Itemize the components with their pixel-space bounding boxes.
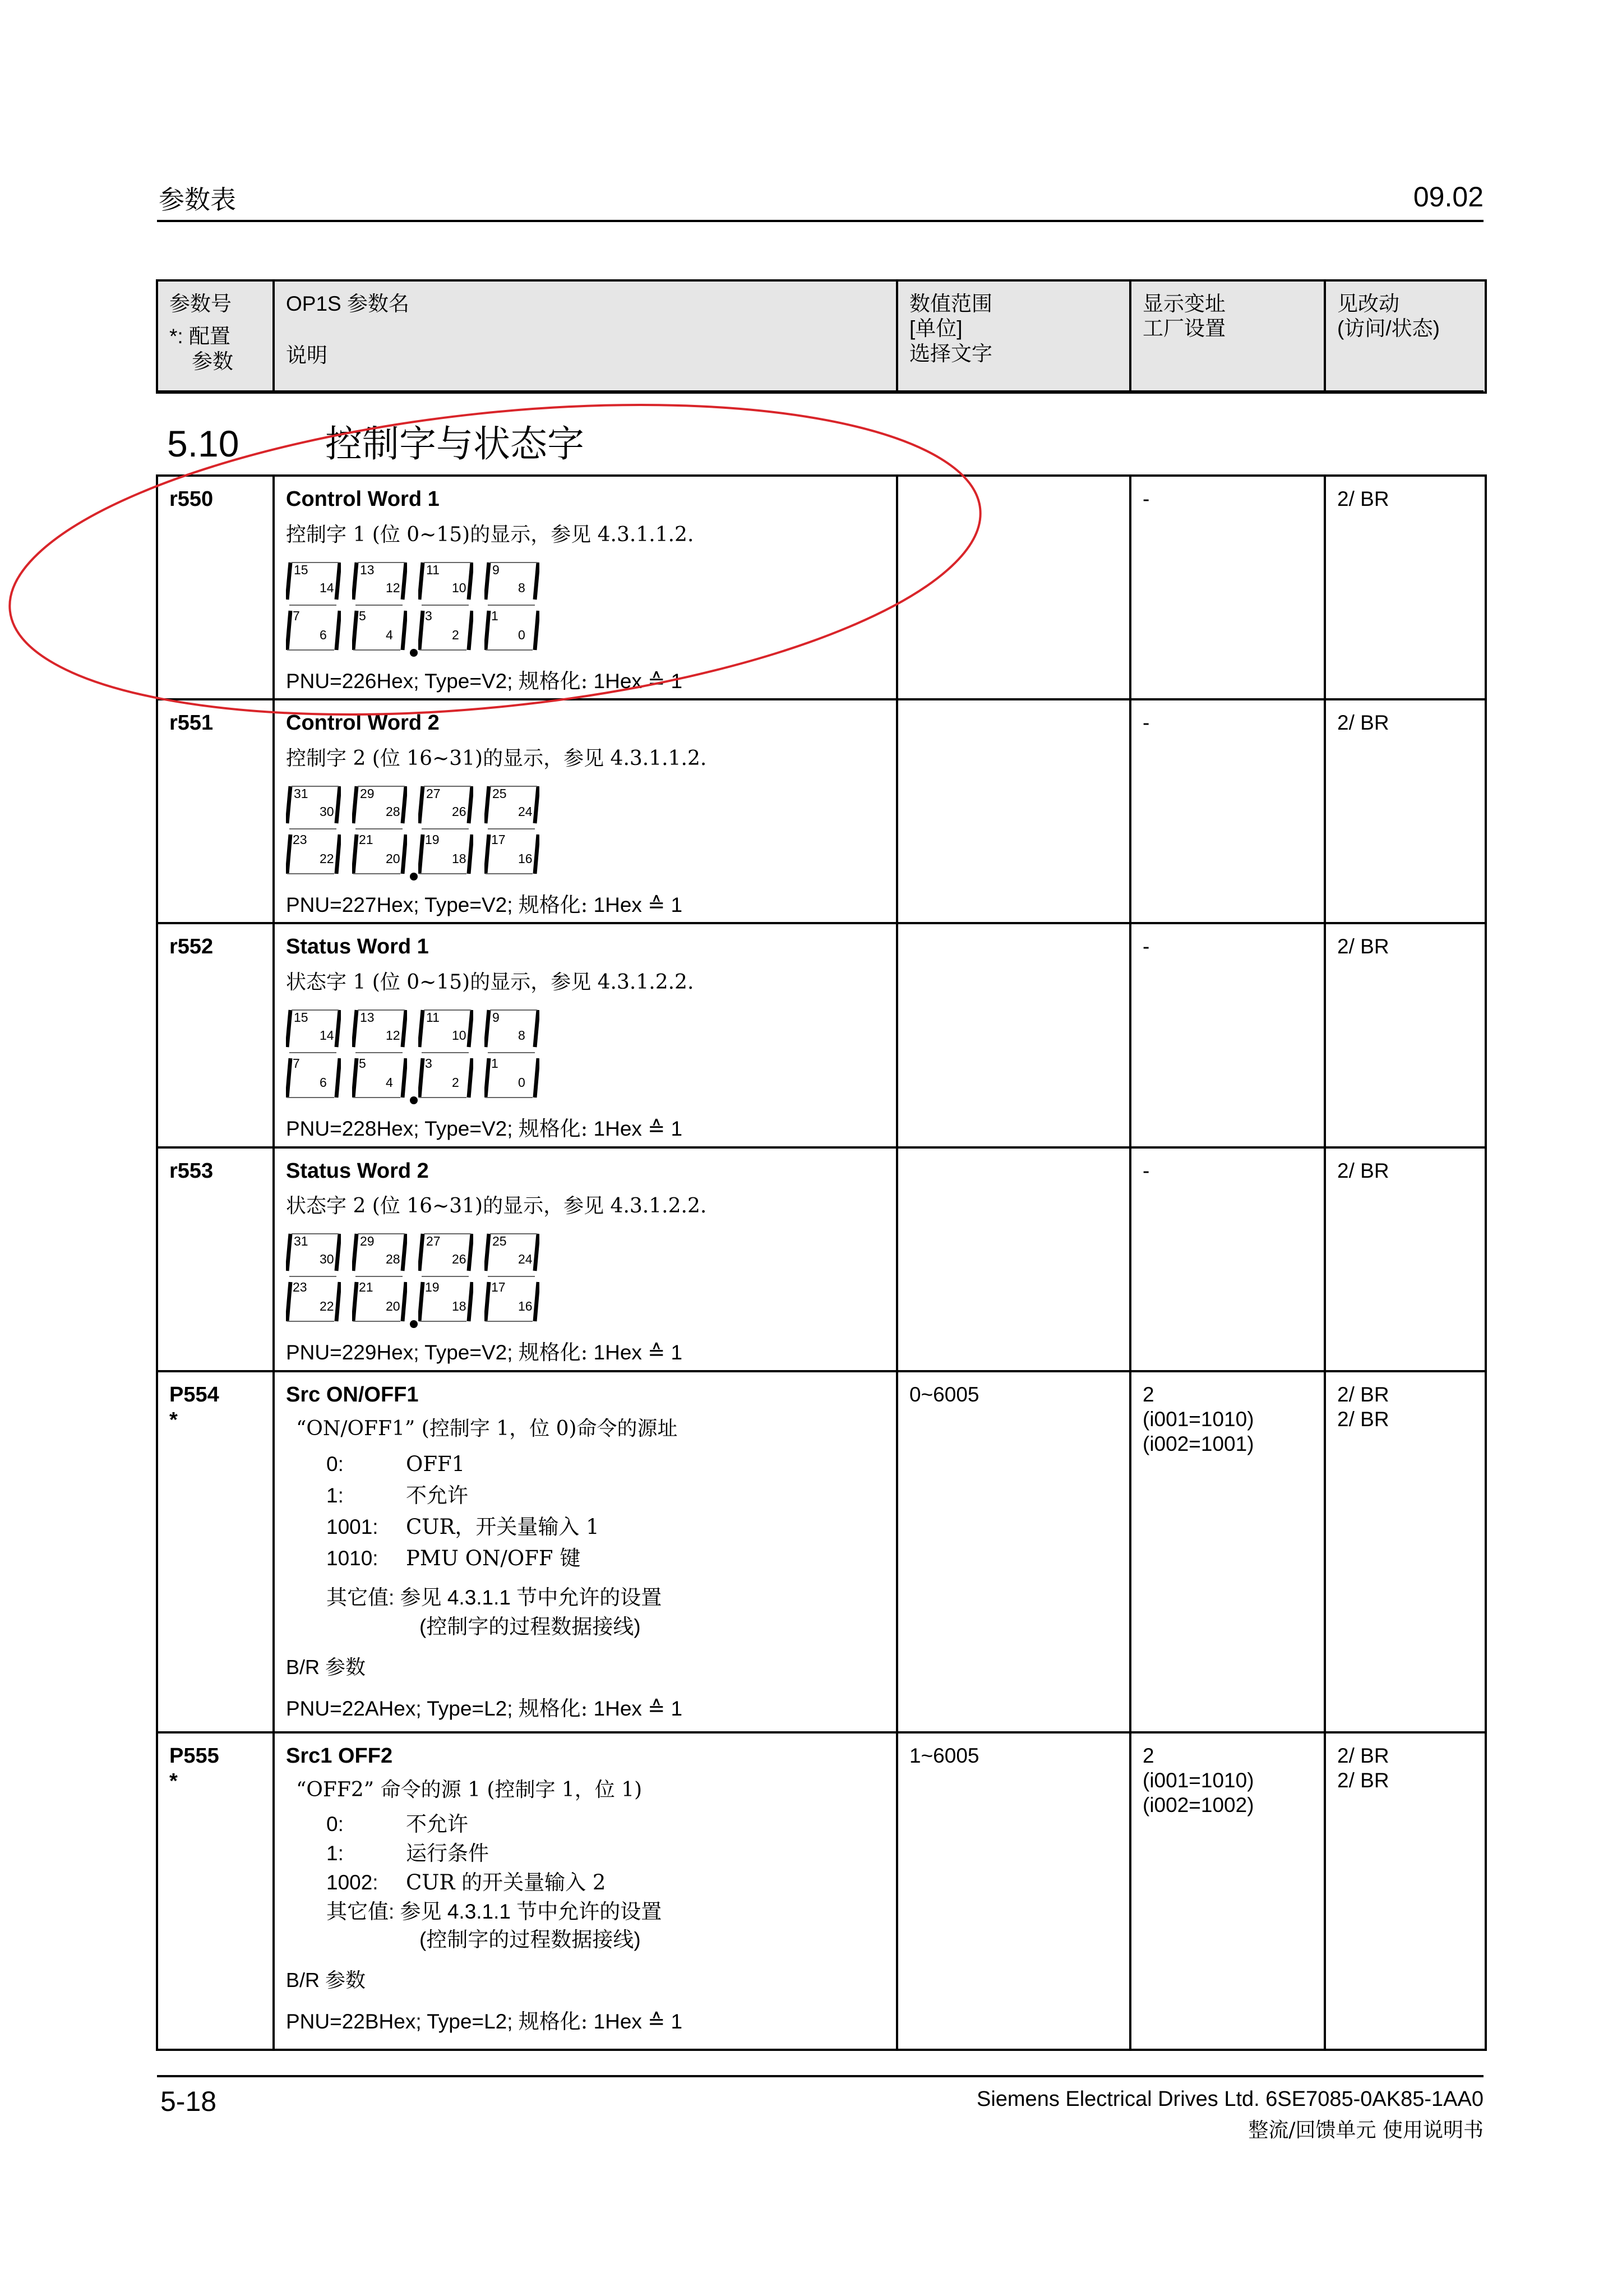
bit-label: 12: [386, 580, 400, 595]
col-access: [1325, 280, 1486, 393]
section-number: 5.10: [167, 423, 239, 464]
bit-label: 9: [492, 1010, 500, 1025]
norm-value: 1Hex ≙ 1: [593, 1341, 683, 1364]
access-value: 2/ BR: [1337, 711, 1389, 735]
bit-label: 27: [426, 786, 441, 801]
bit-label: 29: [360, 1234, 375, 1249]
bit-display: [286, 559, 886, 654]
pnu-line: [286, 1117, 886, 1141]
bit-label: 13: [360, 1010, 375, 1025]
pnu-text: PNU=229Hex; Type=V2;: [286, 1341, 513, 1364]
param-description: 状态字 2 (位 16~31)的显示，参见 4.3.1.2.2.: [286, 1195, 707, 1218]
bit-label: 21: [359, 1280, 373, 1295]
footer-company: Siemens Electrical Drives Ltd. 6SE7085-0AK85-1AA0: [976, 2087, 1484, 2111]
bit-label: 0: [518, 627, 525, 642]
bit-label: 14: [320, 580, 334, 595]
digit-segment-group: [484, 1007, 539, 1101]
bit-label: 26: [452, 804, 466, 819]
config-star: *: [169, 1769, 178, 1794]
digit-segment-group: [352, 783, 407, 877]
param-description: 控制字 1 (位 0~15)的显示，参见 4.3.1.1.2.: [286, 523, 694, 546]
param-row-r551: [157, 699, 1486, 923]
bit-label: 13: [360, 562, 375, 577]
decimal-point: [410, 1320, 418, 1328]
bit-display: [286, 783, 886, 878]
bit-label: 28: [386, 1252, 400, 1267]
norm-value: 1Hex ≙ 1: [593, 669, 683, 693]
value-key: 1010:: [326, 1547, 378, 1570]
bit-label: 24: [518, 1252, 533, 1267]
bit-label: 8: [518, 1028, 525, 1043]
pnu-line: [286, 893, 886, 918]
param-row-r553: [157, 1147, 1486, 1371]
other-values-note: (控制字的过程数据接线): [419, 1615, 641, 1639]
col1-line-c: 参数: [192, 349, 233, 373]
value-entry: [326, 1480, 886, 1511]
col-index-factory: [1130, 280, 1325, 393]
bit-label: 8: [518, 580, 525, 595]
value-key: 1002:: [326, 1871, 378, 1894]
col3-line-a: 数值范围: [909, 292, 992, 315]
value-key: 1001:: [326, 1515, 378, 1539]
col2-line-a: OP1S 参数名: [286, 292, 409, 315]
digit-segment-group: [352, 1230, 407, 1325]
pnu-line: [286, 1340, 886, 1365]
header-title: 参数表: [159, 185, 236, 215]
norm-value: 1Hex ≙ 1: [593, 1117, 683, 1141]
value-entry: [326, 1543, 886, 1574]
bit-label: 12: [386, 1028, 400, 1043]
bit-label: 2: [452, 1075, 459, 1090]
factory-index-1: (i001=1010): [1143, 1408, 1254, 1431]
digit-segment-group: [418, 559, 473, 653]
norm-value: 1Hex ≙ 1: [593, 2009, 683, 2033]
param-description: “ON/OFF1” (控制字 1，位 0)命令的源址: [296, 1417, 678, 1441]
value-entry: [326, 1868, 886, 1897]
bit-label: 19: [425, 832, 440, 847]
bit-label: 2: [452, 627, 459, 642]
bit-label: 18: [452, 851, 466, 866]
bit-label: 11: [426, 1010, 440, 1025]
value-list: [286, 1449, 886, 1640]
bit-label: 15: [294, 562, 308, 577]
digit-segment-group: [418, 1007, 473, 1101]
norm-label: 规格化:: [518, 1696, 588, 1721]
config-star: *: [169, 1408, 178, 1432]
bit-label: 9: [492, 562, 500, 577]
footer-manual: 整流/回馈单元 使用说明书: [1248, 2119, 1484, 2142]
decimal-point: [410, 873, 418, 880]
bit-label: 22: [320, 851, 334, 866]
col-param-number: [157, 280, 274, 393]
bit-label: 5: [359, 1056, 366, 1071]
bit-label: 20: [386, 1299, 400, 1314]
norm-value: 1Hex ≙ 1: [593, 893, 683, 916]
bit-label: 10: [452, 1028, 466, 1043]
bit-label: 25: [492, 786, 507, 801]
header-table-underline: [157, 390, 1484, 394]
page-number: 5-18: [160, 2086, 217, 2117]
col1-line-a: 参数号: [169, 292, 232, 315]
value-key: 1:: [326, 1842, 344, 1865]
param-id: r552: [169, 935, 214, 959]
bit-label: 16: [518, 1299, 533, 1314]
param-name: Status Word 1: [286, 935, 429, 959]
bit-label: 17: [491, 1280, 506, 1295]
pnu-text: PNU=227Hex; Type=V2;: [286, 893, 513, 916]
header-version: 09.02: [1413, 181, 1484, 213]
header-rule: [157, 220, 1484, 222]
access-value: 2/ BR: [1337, 1408, 1389, 1431]
factory-index-2: (i002=1001): [1143, 1432, 1254, 1456]
decimal-point: [410, 649, 418, 657]
digit-segment-group: [418, 1230, 473, 1325]
bit-label: 23: [293, 1280, 307, 1295]
bit-display: [286, 1230, 886, 1326]
col1-line-b: *: 配置: [169, 325, 230, 348]
value-range: 1~6005: [909, 1744, 979, 1767]
decimal-point: [410, 1096, 418, 1104]
bit-label: 28: [386, 804, 400, 819]
bit-label: 7: [293, 608, 300, 623]
access-value: 2/ BR: [1337, 1769, 1389, 1792]
column-header-table: [156, 279, 1487, 394]
factory-value: -: [1143, 935, 1150, 958]
digit-segment-group: [484, 1230, 539, 1325]
bit-label: 7: [293, 1056, 300, 1071]
bit-label: 31: [294, 786, 308, 801]
digit-segment-group: [286, 783, 341, 877]
bit-label: 5: [359, 608, 366, 623]
digit-segment-group: [484, 559, 539, 653]
factory-index-2: (i002=1002): [1143, 1794, 1254, 1817]
bit-label: 18: [452, 1299, 466, 1314]
other-values: 其它值: 参见 4.3.1.1 节中允许的设置: [326, 1900, 662, 1924]
other-values-note: (控制字的过程数据接线): [419, 1928, 641, 1952]
pnu-text: PNU=228Hex; Type=V2;: [286, 1117, 513, 1141]
bit-label: 6: [320, 627, 327, 642]
col5-line-a: 见改动: [1337, 292, 1399, 315]
param-row-p554: [157, 1371, 1486, 1732]
pnu-line: [286, 2009, 886, 2034]
access-value: 2/ BR: [1337, 935, 1389, 958]
norm-label: 规格化:: [518, 1340, 588, 1365]
col4-line-a: 显示变址: [1143, 292, 1226, 315]
bit-label: 0: [518, 1075, 525, 1090]
param-name: Src ON/OFF1: [286, 1382, 419, 1407]
bit-label: 26: [452, 1252, 466, 1267]
param-description: 控制字 2 (位 16~31)的显示，参见 4.3.1.1.2.: [286, 746, 707, 770]
bit-label: 3: [425, 608, 432, 623]
param-description: “OFF2” 命令的源 1 (控制字 1，位 1): [296, 1778, 643, 1802]
pnu-text: PNU=226Hex; Type=V2;: [286, 669, 513, 693]
bit-label: 6: [320, 1075, 327, 1090]
br-param-note: B/R 参数: [286, 1968, 366, 1992]
value-list: [286, 1810, 886, 1953]
digit-segment-group: [484, 783, 539, 877]
access-value: 2/ BR: [1337, 487, 1389, 510]
value-text: CUR 的开关量输入 2: [406, 1870, 606, 1895]
col5-line-b: (访问/状态): [1337, 317, 1440, 340]
pnu-text: PNU=22BHex; Type=L2;: [286, 2009, 513, 2033]
value-key: 0:: [326, 1453, 344, 1476]
bit-label: 15: [294, 1010, 308, 1025]
bit-label: 4: [386, 1075, 393, 1090]
bit-label: 22: [320, 1299, 334, 1314]
param-name: Control Word 2: [286, 711, 440, 735]
bit-label: 20: [386, 851, 400, 866]
value-key: 1:: [326, 1484, 344, 1507]
bit-label: 19: [425, 1280, 440, 1295]
digit-segment-group: [286, 1230, 341, 1325]
other-values: 其它值: 参见 4.3.1.1 节中允许的设置: [326, 1586, 662, 1610]
param-id: r551: [169, 711, 214, 735]
bit-label: 17: [491, 832, 506, 847]
param-name: Status Word 2: [286, 1159, 429, 1183]
factory-value: 2: [1143, 1382, 1154, 1406]
factory-value: -: [1143, 1159, 1150, 1182]
bit-label: 3: [425, 1056, 432, 1071]
digit-segment-group: [352, 1007, 407, 1101]
bit-label: 4: [386, 627, 393, 642]
value-key: 0:: [326, 1813, 344, 1836]
value-entry: [326, 1839, 886, 1868]
param-row-r550: [157, 476, 1486, 699]
bit-label: 23: [293, 832, 307, 847]
pnu-text: PNU=22AHex; Type=L2;: [286, 1696, 513, 1720]
param-row-r552: [157, 923, 1486, 1147]
param-name: Control Word 1: [286, 487, 440, 511]
bit-label: 1: [491, 1056, 498, 1071]
footer-rule: [157, 2075, 1484, 2077]
section-heading: [167, 414, 584, 467]
bit-label: 27: [426, 1234, 441, 1249]
norm-value: 1Hex ≙ 1: [593, 1696, 683, 1720]
value-entry: [326, 1810, 886, 1839]
pnu-line: [286, 669, 886, 694]
bit-label: 1: [491, 608, 498, 623]
value-text: 运行条件: [406, 1841, 489, 1866]
value-range: 0~6005: [909, 1382, 979, 1406]
bit-label: 10: [452, 580, 466, 595]
access-value: 2/ BR: [1337, 1159, 1389, 1182]
factory-value: -: [1143, 711, 1150, 735]
col2-line-b: 说明: [286, 344, 327, 367]
digit-segment-group: [286, 1007, 341, 1101]
digit-segment-group: [286, 559, 341, 653]
col3-line-b: [单位]: [909, 317, 963, 340]
value-text: OFF1: [406, 1452, 465, 1477]
bit-label: 31: [294, 1234, 308, 1249]
factory-index-1: (i001=1010): [1143, 1769, 1254, 1792]
factory-value: -: [1143, 487, 1150, 510]
parameter-table: [156, 474, 1487, 2051]
access-value: 2/ BR: [1337, 1744, 1389, 1767]
value-entry: [326, 1511, 886, 1543]
value-text: 不允许: [406, 1812, 468, 1837]
param-id: P555: [169, 1744, 219, 1768]
bit-label: 16: [518, 851, 533, 866]
bit-label: 14: [320, 1028, 334, 1043]
bit-label: 21: [359, 832, 373, 847]
value-entry: [326, 1449, 886, 1480]
access-value: 2/ BR: [1337, 1382, 1389, 1406]
norm-label: 规格化:: [518, 892, 588, 917]
bit-label: 29: [360, 786, 375, 801]
param-name: Src1 OFF2: [286, 1744, 393, 1768]
param-row-p555: [157, 1732, 1486, 2050]
digit-segment-group: [418, 783, 473, 877]
bit-label: 30: [320, 1252, 334, 1267]
value-text: PMU ON/OFF 键: [406, 1546, 581, 1571]
bit-label: 25: [492, 1234, 507, 1249]
col4-line-b: 工厂设置: [1143, 317, 1226, 340]
bit-label: 11: [426, 562, 440, 577]
br-param-note: B/R 参数: [286, 1656, 366, 1679]
norm-label: 规格化:: [518, 2009, 588, 2034]
col-param-name: [274, 280, 897, 393]
section-title: 控制字与状态字: [325, 423, 584, 464]
norm-label: 规格化:: [518, 668, 588, 693]
param-id: r550: [169, 487, 214, 511]
param-id: P554: [169, 1382, 219, 1407]
value-text: CUR，开关量输入 1: [406, 1515, 599, 1539]
pnu-line: [286, 1696, 886, 1721]
col-range: [897, 280, 1130, 393]
bit-label: 30: [320, 804, 334, 819]
digit-segment-group: [352, 559, 407, 653]
bit-label: 24: [518, 804, 533, 819]
col3-line-c: 选择文字: [909, 342, 992, 365]
param-description: 状态字 1 (位 0~15)的显示，参见 4.3.1.2.2.: [286, 970, 694, 994]
norm-label: 规格化:: [518, 1117, 588, 1141]
value-text: 不允许: [406, 1483, 468, 1508]
factory-value: 2: [1143, 1744, 1154, 1767]
param-id: r553: [169, 1159, 214, 1183]
bit-display: [286, 1007, 886, 1102]
